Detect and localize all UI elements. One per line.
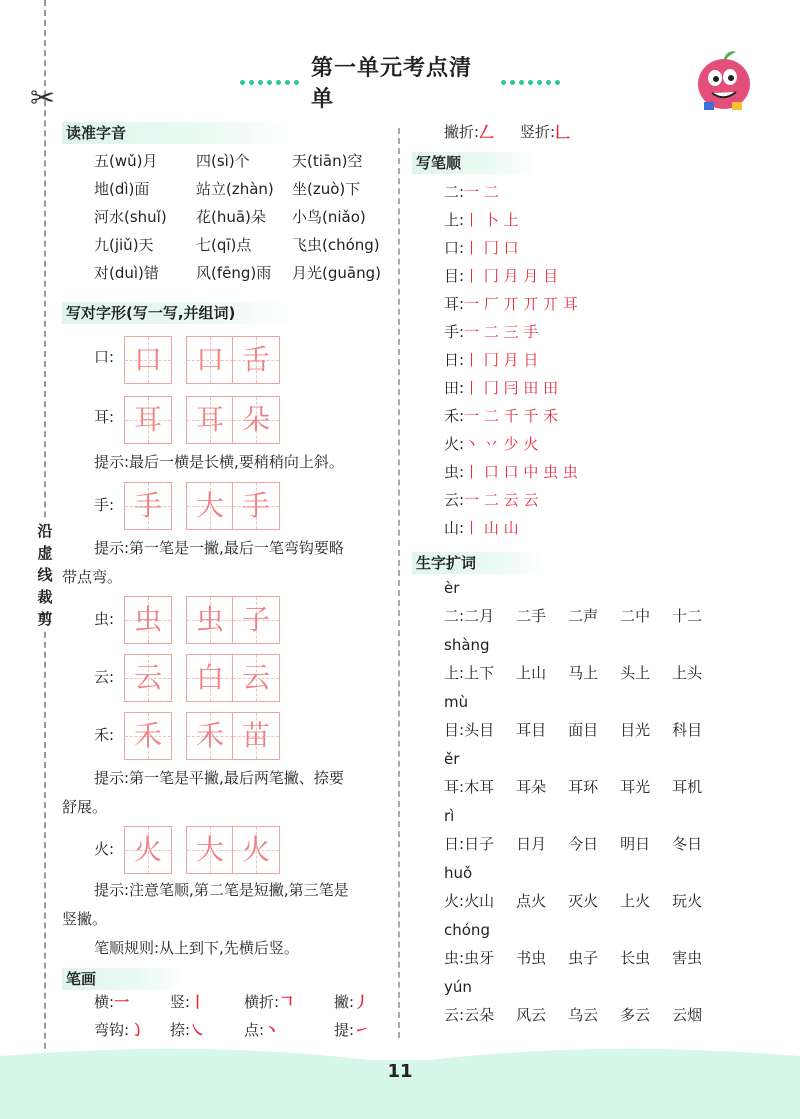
table-row	[94, 175, 394, 203]
page-header	[240, 56, 560, 112]
tip-text: 舒展。	[62, 798, 108, 816]
word-expansion	[444, 574, 744, 1030]
tianzi-box: 大	[186, 826, 234, 874]
column-divider	[398, 128, 400, 1038]
char-label: 禾:	[94, 726, 115, 744]
list-item: 口:丨 冂 口	[444, 239, 519, 257]
list-item: 火:丶 丷 少 火	[444, 435, 539, 453]
pinyin: rì	[444, 807, 455, 825]
word-row: 上: 上下 上山 马上 头上 上头	[444, 664, 703, 682]
tianzi-box: 口	[124, 336, 172, 384]
pinyin: shàng	[444, 636, 490, 654]
list-item: 日:丨 冂 月 日	[444, 351, 539, 369]
word-row: 日: 日子 日月 今日 明日 冬日	[444, 835, 703, 853]
list-item: 二:一 二	[444, 183, 499, 201]
tianzi-box: 口	[186, 336, 234, 384]
table-row	[94, 203, 394, 231]
section-heading-write: 写对字形(写一写,并组词)	[62, 302, 296, 324]
char-label: 云:	[94, 668, 115, 686]
pinyin-table	[94, 147, 394, 287]
pinyin: èr	[444, 579, 460, 597]
tianzi-box: 云	[124, 654, 172, 702]
dots-decoration	[501, 80, 560, 85]
tianzi-box: 子	[232, 596, 280, 644]
tianzi-box: 大	[186, 482, 234, 530]
char-label: 手:	[94, 496, 115, 514]
list-item: 手:一 二 三 手	[444, 323, 539, 341]
stroke-item: 撇折:𠃋	[444, 123, 495, 141]
stroke-order-list	[444, 178, 744, 542]
table-cell: 对(duì)错	[94, 264, 159, 282]
char-label: 口:	[94, 348, 115, 366]
stroke-item: 弯钩:㇁	[94, 1021, 145, 1039]
table-cell: 风(fēng)雨	[196, 264, 272, 282]
tianzi-box: 朵	[232, 396, 280, 444]
tianzi-box: 舌	[232, 336, 280, 384]
table-cell: 坐(zuò)下	[292, 180, 361, 198]
stroke-item: 提:㇀	[334, 1021, 370, 1039]
char-label: 虫:	[94, 610, 115, 628]
table-cell: 九(jiǔ)天	[94, 236, 154, 254]
tianzi-box: 云	[232, 654, 280, 702]
table-cell: 河水(shuǐ)	[94, 208, 167, 226]
table-cell: 天(tiān)空	[292, 152, 363, 170]
scissors-icon: ✂	[30, 81, 56, 116]
stroke-item: 横折:𠃍	[244, 993, 295, 1011]
char-label: 火:	[94, 840, 115, 858]
tianzi-box: 虫	[186, 596, 234, 644]
section-heading-read: 读准字音	[62, 122, 296, 144]
tip-text: 竖撇。	[62, 910, 108, 928]
table-row	[94, 147, 394, 175]
word-row: 目: 头目 耳目 面目 目光 科目	[444, 721, 703, 739]
word-row: 火: 火山 点火 灭火 上火 玩火	[444, 892, 703, 910]
pinyin: mù	[444, 693, 469, 711]
list-item: 虫:丨 口 口 中 虫 虫	[444, 463, 578, 481]
list-item: 耳:一 厂 丌 丌 丌 耳	[444, 295, 578, 313]
tianzi-box: 火	[124, 826, 172, 874]
stroke-item: 撇:丿	[334, 993, 370, 1011]
table-cell: 地(dì)面	[94, 180, 150, 198]
page-title: 第一单元考点清单	[311, 56, 473, 112]
tianzi-box: 耳	[124, 396, 172, 444]
pinyin: huǒ	[444, 864, 473, 882]
tianzi-box: 苗	[232, 712, 280, 760]
table-row	[94, 259, 394, 287]
section-heading-order: 写笔顺	[412, 152, 536, 174]
pinyin: ěr	[444, 750, 460, 768]
cut-instruction: 沿 虚 线 裁 剪	[34, 520, 56, 630]
list-item: 上:丨 卜 上	[444, 211, 519, 229]
stroke-item: 竖折:𠃊	[520, 123, 571, 141]
list-item: 田:丨 冂 冃 田 田	[444, 379, 559, 397]
stroke-item: 竖:丨	[170, 993, 206, 1011]
pinyin: chóng	[444, 921, 490, 939]
table-cell: 飞虫(chóng)	[292, 236, 380, 254]
tip-text: 提示:注意笔顺,第二笔是短撇,第三笔是	[94, 881, 349, 899]
char-label: 耳:	[94, 408, 115, 426]
tianzi-box: 手	[232, 482, 280, 530]
tianzi-box: 禾	[124, 712, 172, 760]
tip-text: 提示:第一笔是平撇,最后两笔撇、捺要	[94, 769, 344, 787]
list-item: 禾:一 二 千 千 禾	[444, 407, 559, 425]
tianzi-box: 白	[186, 654, 234, 702]
apple-mascot-icon	[690, 46, 760, 116]
table-cell: 月光(guāng)	[292, 264, 381, 282]
rule-text: 笔顺规则:从上到下,先横后竖。	[94, 939, 299, 957]
tip-text: 提示:第一笔是一撇,最后一笔弯钩要略	[94, 539, 344, 557]
tianzi-box: 虫	[124, 596, 172, 644]
word-row: 虫: 虫牙 书虫 虫子 长虫 害虫	[444, 949, 703, 967]
table-cell: 七(qī)点	[196, 236, 252, 254]
pinyin: yún	[444, 978, 472, 996]
tianzi-box: 手	[124, 482, 172, 530]
list-item: 云:一 二 云 云	[444, 491, 539, 509]
page-number: 11	[387, 1061, 413, 1082]
word-row: 二: 二月 二手 二声 二中 十二	[444, 607, 703, 625]
stroke-item: 捺:㇏	[170, 1021, 206, 1039]
table-cell: 小鸟(niǎo)	[292, 208, 366, 226]
table-cell: 花(huā)朵	[196, 208, 266, 226]
tianzi-box: 禾	[186, 712, 234, 760]
list-item: 山:丨 山 山	[444, 519, 519, 537]
section-heading-expand: 生字扩词	[412, 552, 546, 574]
stroke-item: 横:一	[94, 993, 130, 1011]
list-item: 目:丨 冂 月 月 目	[444, 267, 559, 285]
table-cell: 五(wǔ)月	[94, 152, 158, 170]
dots-decoration	[240, 80, 299, 85]
word-row: 云: 云朵 风云 乌云 多云 云烟	[444, 1006, 703, 1024]
word-row: 耳: 木耳 耳朵 耳环 耳光 耳机	[444, 778, 703, 796]
tip-text: 带点弯。	[62, 568, 123, 586]
table-cell: 四(sì)个	[196, 152, 250, 170]
tip-text: 提示:最后一横是长横,要稍稍向上斜。	[94, 453, 344, 471]
tianzi-box: 火	[232, 826, 280, 874]
section-heading-strokes: 笔画	[62, 968, 186, 990]
stroke-item: 点:丶	[244, 1021, 280, 1039]
tianzi-box: 耳	[186, 396, 234, 444]
table-row	[94, 231, 394, 259]
table-cell: 站立(zhàn)	[196, 180, 274, 198]
